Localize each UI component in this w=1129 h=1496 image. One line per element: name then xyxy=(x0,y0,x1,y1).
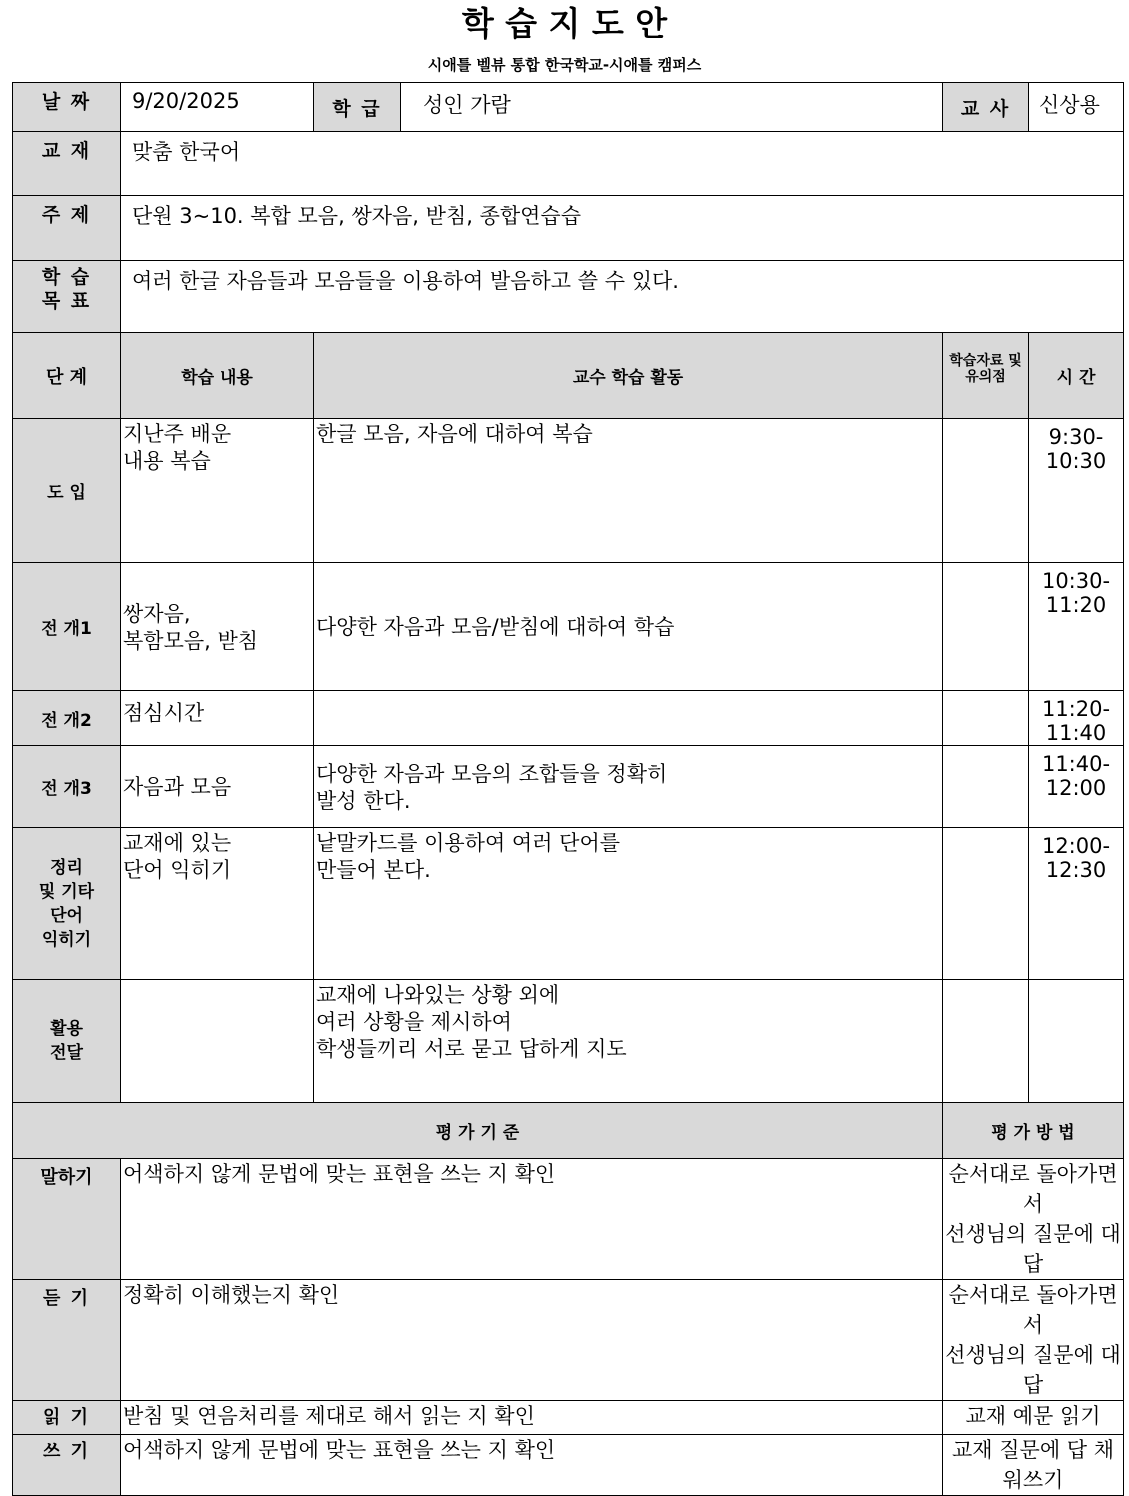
method-cell: 교재 예문 읽기 xyxy=(943,1401,1124,1435)
lesson-plan-table xyxy=(12,82,1124,1496)
skill-cell: 읽 기 xyxy=(13,1401,121,1435)
time-cell: 12:00-12:30 xyxy=(1029,828,1124,980)
skill-cell: 듣 기 xyxy=(13,1280,121,1401)
activity-cell: 낱말카드를 이용하여 여러 단어를 만들어 본다. xyxy=(314,828,943,980)
stage-header: 단 계 xyxy=(13,333,121,419)
time-cell: 11:40-12:00 xyxy=(1029,746,1124,828)
stage-cell: 정리 및 기타 단어 익히기 xyxy=(13,828,121,980)
method-cell: 순서대로 돌아가면서 선생님의 질문에 대답 xyxy=(943,1159,1124,1280)
textbook-label: 교 재 xyxy=(13,132,121,196)
criteria-cell: 받침 및 연음처리를 제대로 해서 읽는 지 확인 xyxy=(121,1401,943,1435)
eval-row xyxy=(13,1159,1124,1280)
eval-criteria-header: 평 가 기 준 xyxy=(13,1103,943,1159)
method-cell: 순서대로 돌아가면서 선생님의 질문에 대답 xyxy=(943,1280,1124,1401)
plan-row xyxy=(13,746,1124,828)
plan-row xyxy=(13,419,1124,563)
stage-cell: 활용 전달 xyxy=(13,980,121,1103)
time-cell xyxy=(1029,980,1124,1103)
activity-cell: 다양한 자음과 모음/받침에 대하여 학습 xyxy=(314,563,943,691)
stage-cell: 전 개2 xyxy=(13,691,121,746)
time-cell: 10:30-11:20 xyxy=(1029,563,1124,691)
topic-value: 단원 3~10. 복합 모음, 쌍자음, 받침, 종합연습습 xyxy=(121,196,1124,261)
goal-label: 학 습 목 표 xyxy=(13,261,121,333)
class-label: 학 급 xyxy=(314,83,401,132)
stage-cell: 전 개3 xyxy=(13,746,121,828)
stage-cell: 전 개1 xyxy=(13,563,121,691)
school-name: 시애틀 벨뷰 통합 한국학교-시애틀 캠퍼스 xyxy=(427,56,702,74)
activity-header: 교수 학습 활동 xyxy=(314,333,943,419)
skill-cell: 말하기 xyxy=(13,1159,121,1280)
time-cell: 11:20-11:40 xyxy=(1029,691,1124,746)
materials-cell xyxy=(943,419,1029,563)
content-cell xyxy=(121,980,314,1103)
activity-cell: 다양한 자음과 모음의 조합들을 정확히 발성 한다. xyxy=(314,746,943,828)
skill-cell: 쓰 기 xyxy=(13,1435,121,1496)
document-title: 학 습 지 도 안 xyxy=(461,4,668,43)
eval-method-header: 평 가 방 법 xyxy=(943,1103,1124,1159)
plan-row xyxy=(13,563,1124,691)
content-cell: 지난주 배운 내용 복습 xyxy=(121,419,314,563)
content-cell: 교재에 있는 단어 익히기 xyxy=(121,828,314,980)
content-cell: 쌍자음, 복함모음, 받침 xyxy=(121,563,314,691)
criteria-cell: 어색하지 않게 문법에 맞는 표현을 쓰는 지 확인 xyxy=(121,1159,943,1280)
eval-row xyxy=(13,1435,1124,1496)
plan-row xyxy=(13,691,1124,746)
plan-row xyxy=(13,980,1124,1103)
materials-header: 학습자료 및 유의점 xyxy=(943,333,1029,419)
teacher-label: 교 사 xyxy=(943,83,1029,132)
stage-cell: 도 입 xyxy=(13,419,121,563)
content-cell: 자음과 모음 xyxy=(121,746,314,828)
activity-cell xyxy=(314,691,943,746)
time-header: 시 간 xyxy=(1029,333,1124,419)
class-value: 성인 가람 xyxy=(401,83,943,132)
method-cell: 교재 질문에 답 채워쓰기 xyxy=(943,1435,1124,1496)
goal-value: 여러 한글 자음들과 모음들을 이용하여 발음하고 쓸 수 있다. xyxy=(121,261,1124,333)
materials-cell xyxy=(943,980,1029,1103)
time-cell: 9:30-10:30 xyxy=(1029,419,1124,563)
eval-row xyxy=(13,1401,1124,1435)
materials-cell xyxy=(943,563,1029,691)
materials-cell xyxy=(943,828,1029,980)
materials-cell xyxy=(943,746,1029,828)
date-label: 날 짜 xyxy=(13,83,121,132)
criteria-cell: 어색하지 않게 문법에 맞는 표현을 쓰는 지 확인 xyxy=(121,1435,943,1496)
activity-cell: 한글 모음, 자음에 대하여 복습 xyxy=(314,419,943,563)
plan-row xyxy=(13,828,1124,980)
materials-cell xyxy=(943,691,1029,746)
activity-cell: 교재에 나와있는 상황 외에 여러 상황을 제시하여 학생들끼리 서로 묻고 답하게 지도 xyxy=(314,980,943,1103)
criteria-cell: 정확히 이해했는지 확인 xyxy=(121,1280,943,1401)
date-value: 9/20/2025 xyxy=(121,83,314,132)
topic-label: 주 제 xyxy=(13,196,121,261)
teacher-value: 신상용 xyxy=(1029,83,1124,132)
content-header: 학습 내용 xyxy=(121,333,314,419)
content-cell: 점심시간 xyxy=(121,691,314,746)
eval-row xyxy=(13,1280,1124,1401)
textbook-value: 맞춤 한국어 xyxy=(121,132,1124,196)
